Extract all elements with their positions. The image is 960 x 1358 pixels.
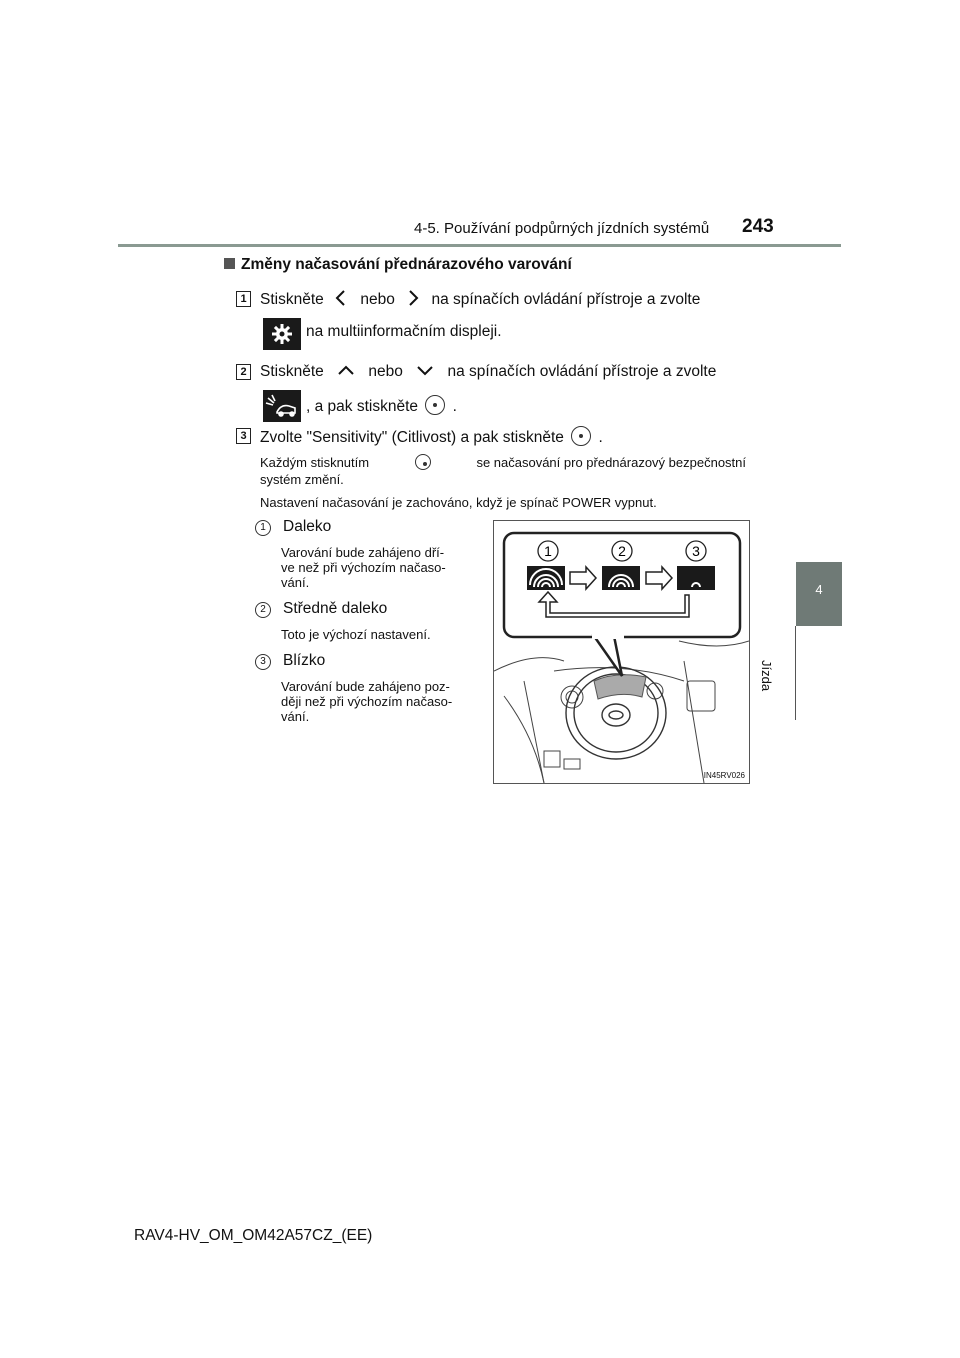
note-2: Nastavení načasování je zachováno, když je spínač POWER vypnut. bbox=[260, 495, 657, 510]
step-1-text-a: Stiskněte bbox=[260, 291, 324, 308]
option-3-title: Blízko bbox=[283, 652, 326, 669]
option-2-number: 2 bbox=[255, 602, 271, 618]
option-2-desc-line: Toto je výchozí nastavení. bbox=[281, 627, 431, 642]
note-1-line-1 bbox=[260, 454, 746, 471]
step-2-text-e: . bbox=[452, 398, 457, 415]
option-1-title: Daleko bbox=[283, 518, 332, 535]
figure-callout-3: 3 bbox=[692, 543, 700, 559]
option-3-title-row bbox=[255, 652, 477, 670]
figure-callout-2: 2 bbox=[618, 543, 626, 559]
page-number: 243 bbox=[742, 216, 774, 237]
chevron-up-icon bbox=[328, 362, 364, 378]
step-3-line bbox=[260, 426, 603, 447]
step-2-text-b: nebo bbox=[368, 363, 403, 380]
step-number-2: 2 bbox=[236, 364, 251, 380]
option-3-desc-line: vání. bbox=[281, 709, 310, 724]
option-1-desc bbox=[281, 545, 477, 590]
section-title: 4-5. Používání podpůrných jízdních systémů bbox=[414, 220, 710, 237]
ok-button-icon bbox=[425, 395, 445, 415]
heading-text: Změny načasování přednárazového varování bbox=[241, 256, 572, 273]
option-2-title: Středně daleko bbox=[283, 600, 388, 617]
option-1-desc-line: Varování bude zahájeno dří- bbox=[281, 545, 445, 560]
option-1-desc-line: ve než při výchozím načaso- bbox=[281, 560, 446, 575]
option-3-number: 3 bbox=[255, 654, 271, 670]
note-1-text-b: se načasování pro přednárazový bezpečnostní bbox=[476, 455, 746, 470]
note-1 bbox=[260, 454, 746, 488]
step-2-text-a: Stiskněte bbox=[260, 363, 324, 380]
options-list bbox=[255, 518, 477, 724]
option-3-desc-line: ději než při výchozím načaso- bbox=[281, 694, 453, 709]
step-1-text-c: na spínačích ovládání přístroje a zvolte bbox=[431, 291, 701, 308]
step-3-end: . bbox=[598, 429, 603, 446]
chapter-tab: 4 bbox=[796, 562, 842, 626]
step-3-text: Zvolte "Sensitivity" (Citlivost) a pak stiskněte bbox=[260, 429, 564, 446]
option-1-desc-line: vání. bbox=[281, 575, 310, 590]
step-2-text-c: na spínačích ovládání přístroje a zvolte bbox=[447, 363, 717, 380]
chevron-down-icon bbox=[407, 362, 443, 378]
chevron-left-icon bbox=[328, 289, 356, 307]
pre-collision-system-icon bbox=[263, 390, 301, 422]
ok-button-icon bbox=[571, 426, 591, 446]
settings-gear-icon bbox=[263, 318, 301, 350]
note-1-line-2: systém změní. bbox=[260, 472, 344, 487]
step-number-1: 1 bbox=[236, 291, 251, 307]
step-2-line-2 bbox=[306, 395, 457, 416]
option-2-title-row bbox=[255, 600, 477, 618]
dashboard-illustration bbox=[493, 520, 750, 784]
chevron-right-icon bbox=[399, 289, 427, 307]
step-1-line-1 bbox=[260, 289, 750, 309]
header-divider bbox=[118, 244, 841, 247]
step-1-text-b: nebo bbox=[360, 291, 395, 308]
option-2-desc bbox=[281, 627, 477, 642]
step-2-text-d: , a pak stiskněte bbox=[306, 398, 419, 415]
heading-bullet-icon bbox=[224, 258, 235, 269]
option-3-desc-line: Varování bude zahájeno poz- bbox=[281, 679, 450, 694]
figure-code: IN45RV026 bbox=[703, 771, 745, 780]
step-1-line-2: na multiinformačním displeji. bbox=[306, 323, 502, 340]
step-2-line-1 bbox=[260, 362, 750, 381]
option-1-title-row bbox=[255, 518, 477, 536]
option-3-desc bbox=[281, 679, 477, 724]
option-1-number: 1 bbox=[255, 520, 271, 536]
ok-button-icon bbox=[415, 454, 431, 470]
chapter-title: Jízda bbox=[759, 660, 774, 692]
note-1-text-a: Každým stisknutím bbox=[260, 455, 370, 470]
illustration-drawing bbox=[494, 521, 749, 783]
step-number-3: 3 bbox=[236, 428, 251, 444]
figure-callout-1: 1 bbox=[544, 543, 552, 559]
chapter-tab-line bbox=[795, 626, 796, 720]
document-code: RAV4-HV_OM_OM42A57CZ_(EE) bbox=[134, 1227, 373, 1244]
section-heading bbox=[224, 256, 572, 274]
